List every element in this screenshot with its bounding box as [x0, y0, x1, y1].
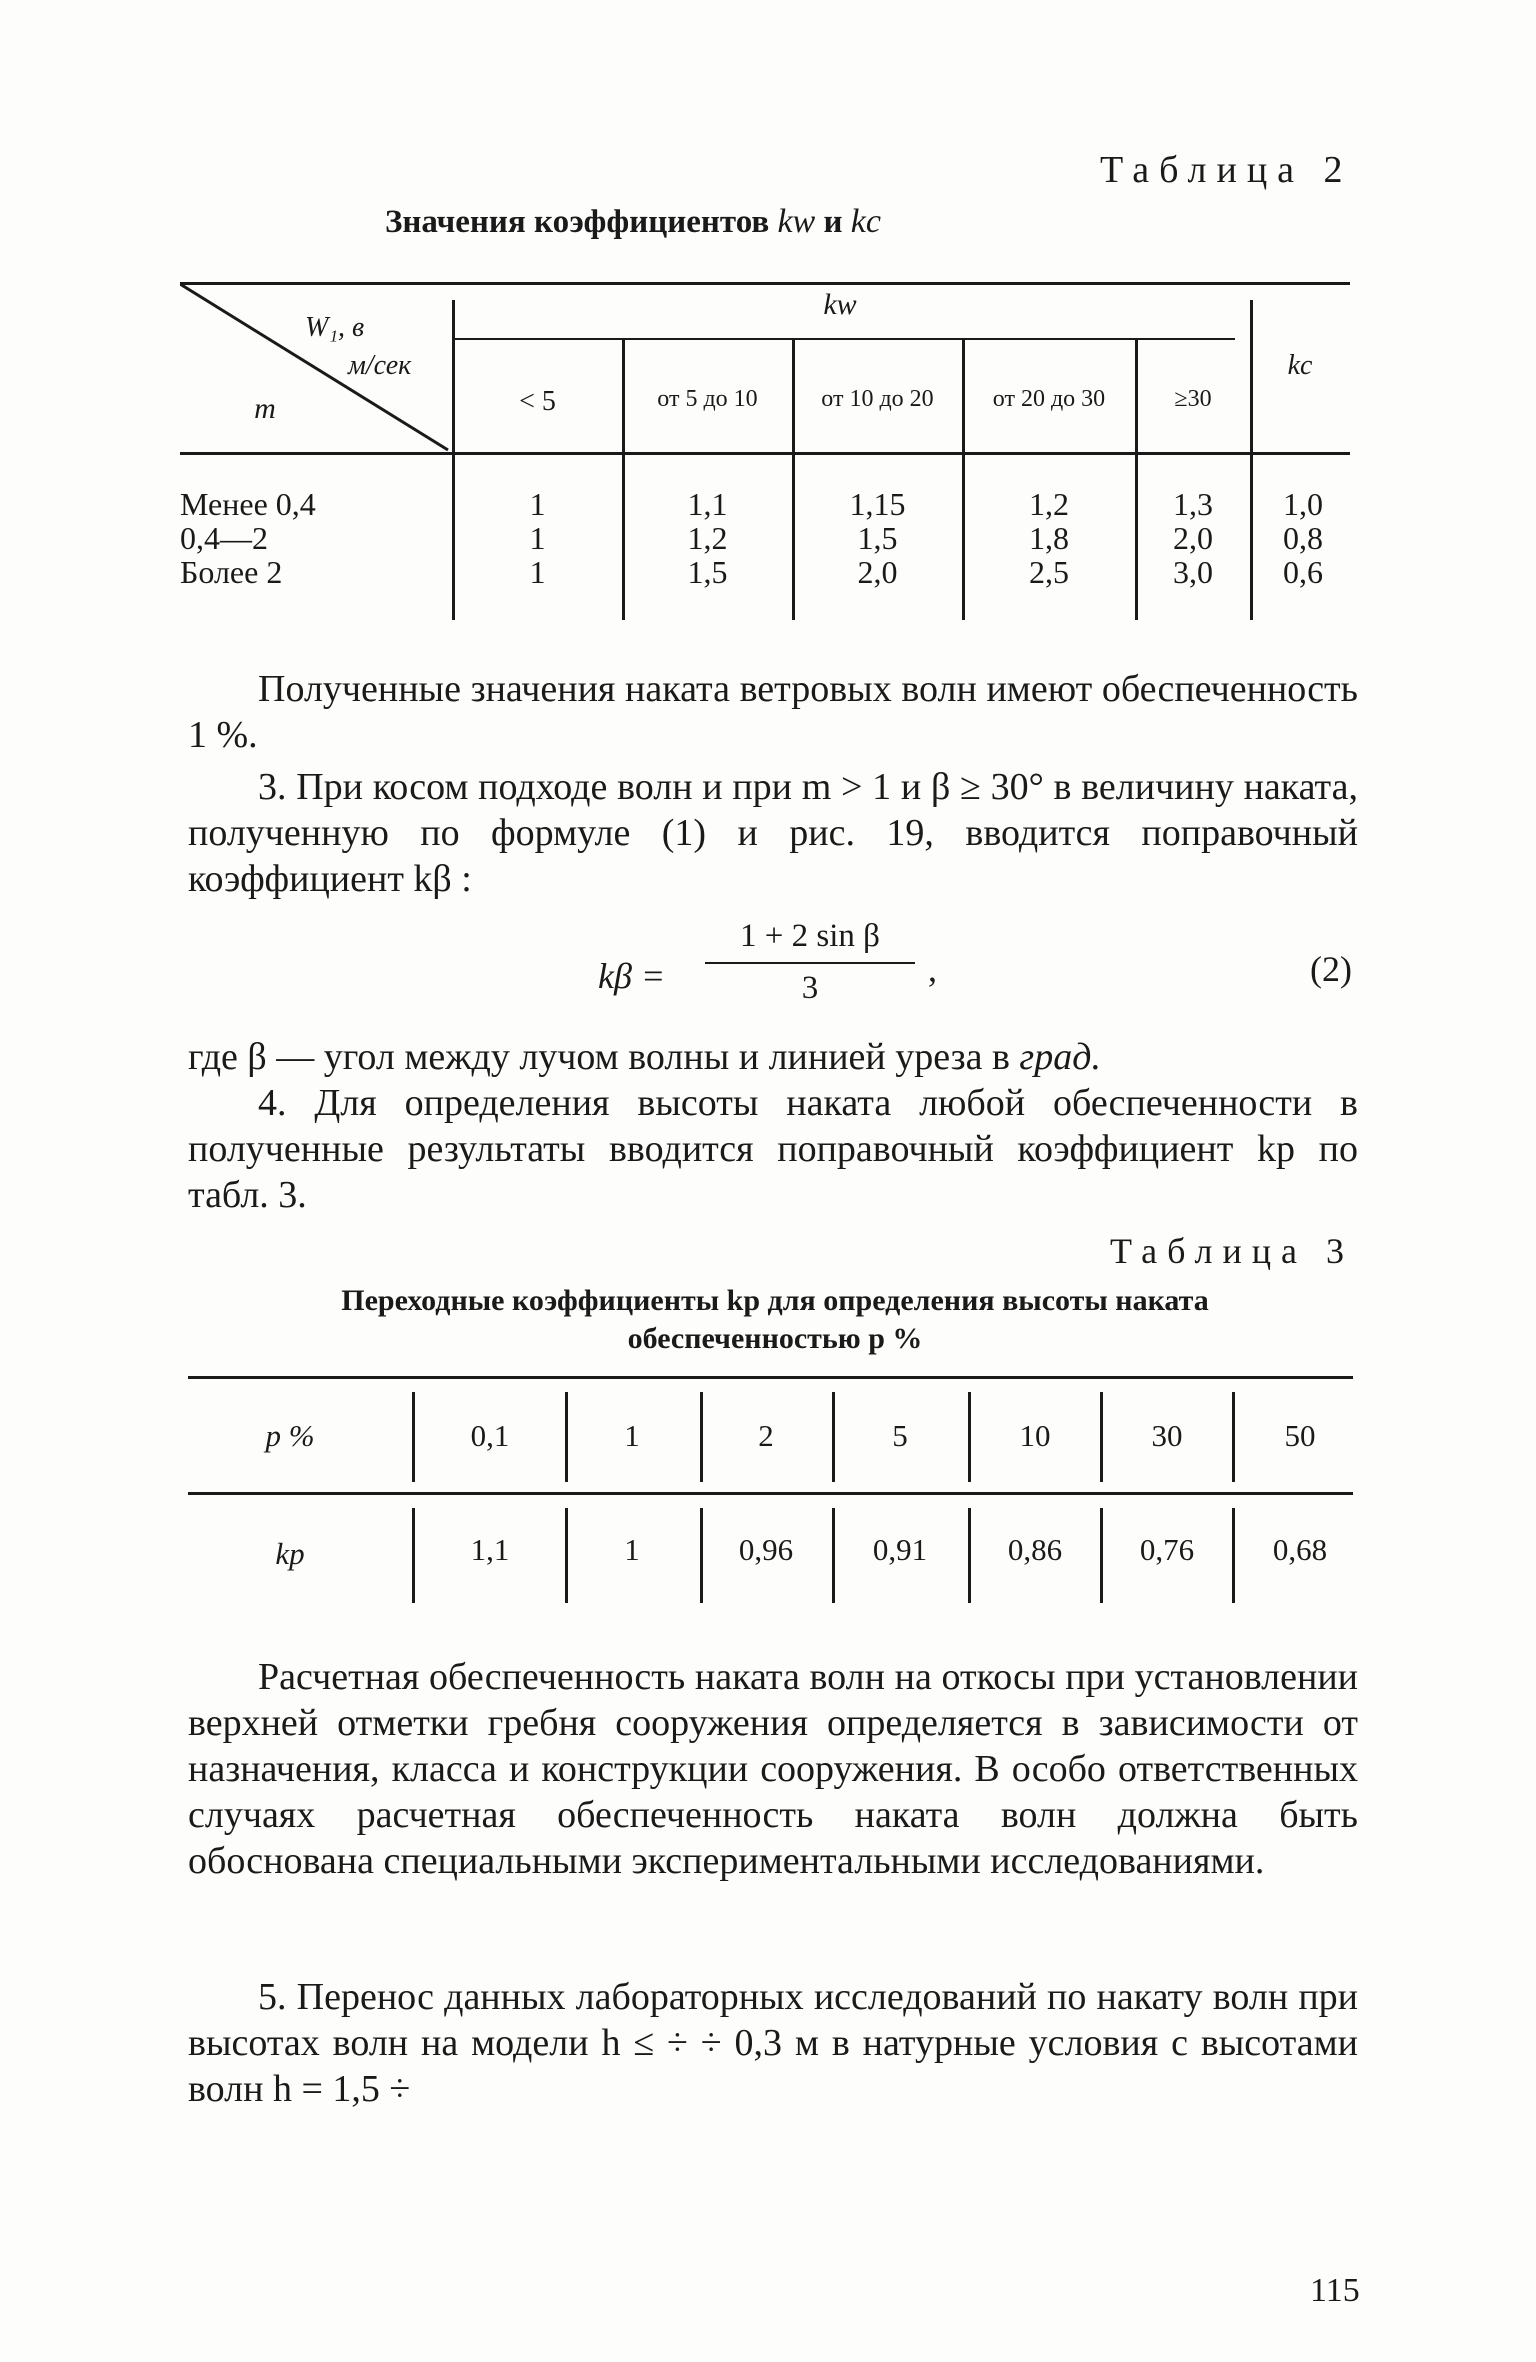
- table2-cell: 1,0: [1283, 486, 1323, 522]
- table3-vline: [1100, 1392, 1103, 1482]
- table2-group-rule: [455, 338, 1235, 340]
- table3-cell: 0,96: [738, 1532, 794, 1567]
- table2-cell: 2,0: [1173, 520, 1213, 556]
- table3-caption-line2: обеспеченностью p %: [627, 1322, 923, 1355]
- beta-definition-text: где β — угол между лучом волны и линией уреза в: [188, 1036, 1010, 1078]
- table2-cell: 3,0: [1173, 554, 1213, 590]
- table2-caption-kc: kс: [850, 203, 881, 240]
- table3-vline: [968, 1508, 971, 1603]
- table3-vline: [1232, 1392, 1235, 1482]
- paragraph-design-probability: Расчетная обеспеченность наката волн на откосы при установлении верхней отметки гребня сооружения определяется в зависимости от назначения, класса и конструкции сооружения. В особо ответственных случаях расчетная обеспеченность наката волн должна быть обоснована специальными экспериментальными исследованиями.: [188, 1656, 1358, 1882]
- table2-header-rule: [180, 452, 1350, 455]
- table2-col-header: < 5: [519, 386, 556, 417]
- table3-cell: 50: [1284, 1418, 1316, 1453]
- table3-cell: 10: [1019, 1418, 1051, 1453]
- table2-caption: [385, 203, 881, 241]
- table3-row-label: kр: [275, 1536, 305, 1571]
- table3-vline: [412, 1392, 415, 1482]
- table3-cell: 1: [624, 1418, 640, 1453]
- table3-vline: [832, 1508, 835, 1603]
- formula-lhs: kβ =: [598, 956, 666, 996]
- table3-cell: 1,1: [470, 1532, 510, 1567]
- table2-cell: 2,5: [1029, 554, 1069, 590]
- table3-cell: 1: [624, 1532, 640, 1567]
- table3-cell: 0,76: [1139, 1532, 1195, 1567]
- table2-row-label: Более 2: [180, 554, 283, 590]
- table3-cell: 5: [892, 1418, 908, 1453]
- table2-cell: 1,5: [687, 554, 728, 590]
- table2-cell: 1: [529, 520, 546, 556]
- table3-middle-rule: [188, 1492, 1353, 1495]
- table2-label: Таблица 2: [1100, 149, 1353, 191]
- paragraph-wave-runup: Полученные значения наката ветровых волн имеют обеспеченность 1 %.: [188, 668, 1358, 756]
- beta-definition-unit: град.: [1019, 1036, 1101, 1078]
- table3-vline: [565, 1392, 568, 1482]
- formula-denominator: 3: [801, 970, 819, 1006]
- paragraph-item-3: 3. При косом подходе волн и при m > 1 и β ≥ 30° в величину наката, полученную по формуле (1) и рис. 19, вводится поправочный коэффициент kβ :: [188, 766, 1358, 900]
- formula-comma: ,: [928, 949, 937, 989]
- table2-cell: 0,8: [1283, 520, 1323, 556]
- table3-vline: [832, 1392, 835, 1482]
- table3-caption-line1: Переходные коэффициенты kр для определения высоты наката: [341, 1284, 1209, 1317]
- table3-caption: [200, 1282, 1350, 1358]
- table2-cell: 1,15: [849, 486, 906, 522]
- table2-row-label: 0,4—2: [180, 520, 268, 556]
- table2-kc-header: kс: [1287, 350, 1313, 381]
- table2-caption-and: и: [823, 204, 843, 240]
- formula-numerator: 1 + 2 sin β: [740, 918, 880, 954]
- table2-cell: 1: [529, 554, 546, 590]
- table2-caption-kw: kw: [777, 203, 816, 240]
- table3-top-rule: [188, 1376, 1353, 1379]
- table3-vline: [412, 1508, 415, 1603]
- table3-vline: [700, 1392, 703, 1482]
- table2-col-header: от 20 до 30: [992, 386, 1106, 412]
- table2-cell: 1,2: [687, 520, 728, 556]
- paragraph-item-5: 5. Перенос данных лабораторных исследований по накату волн при высотах волн на модели h ≤ ÷ ÷ 0,3 м в натурные условия с высотами волн h = 1,5 ÷: [188, 1976, 1358, 2110]
- table2-col-header: от 5 до 10: [657, 386, 758, 412]
- table2-corner-w: W₁, в: [305, 312, 365, 343]
- table3-cell: 0,1: [470, 1418, 510, 1453]
- table2-corner-unit: м/сек: [348, 350, 412, 381]
- table3-cell: 0,86: [1007, 1532, 1063, 1567]
- table3-vline: [1100, 1508, 1103, 1603]
- table2-caption-text: Значения коэффициентов: [385, 204, 770, 240]
- table3-vline: [968, 1392, 971, 1482]
- table3-row-label: p %: [265, 1418, 315, 1453]
- table2-cell: 1,5: [857, 520, 898, 556]
- formula-fraction-bar: [705, 962, 915, 964]
- table2-cell: 0,6: [1283, 554, 1323, 590]
- formula-number: (2): [1310, 949, 1352, 989]
- table2-cell: 1,1: [687, 486, 728, 522]
- table3-cell: 0,68: [1272, 1532, 1328, 1567]
- table2-corner-m: m: [254, 392, 276, 425]
- table3-cell: 30: [1151, 1418, 1183, 1453]
- table2-col-header: ≥30: [1174, 386, 1212, 412]
- table3-cell: 2: [758, 1418, 774, 1453]
- table2-cell: 1,2: [1029, 486, 1069, 522]
- table2-kw-header: kw: [823, 288, 857, 321]
- table2-cell: 1,3: [1173, 486, 1213, 522]
- page-number: 115: [1310, 2272, 1360, 2309]
- paragraph-beta-definition: [188, 1034, 1358, 1080]
- table3-label: Таблица 3: [1110, 1231, 1354, 1271]
- table3-vline: [1232, 1508, 1235, 1603]
- table3-vline: [565, 1508, 568, 1603]
- table2-col-header: от 10 до 20: [821, 386, 934, 412]
- table3-cell: 0,91: [872, 1532, 928, 1567]
- table2-row-label: Менее 0,4: [180, 486, 316, 522]
- table3-vline: [700, 1508, 703, 1603]
- paragraph-item-4: 4. Для определения высоты наката любой обеспеченности в полученные результаты вводится поправочный коэффициент kр по табл. 3.: [188, 1082, 1358, 1216]
- table2-cell: 1: [529, 486, 546, 522]
- table2-cell: 2,0: [857, 554, 898, 590]
- table2-cell: 1,8: [1029, 520, 1069, 556]
